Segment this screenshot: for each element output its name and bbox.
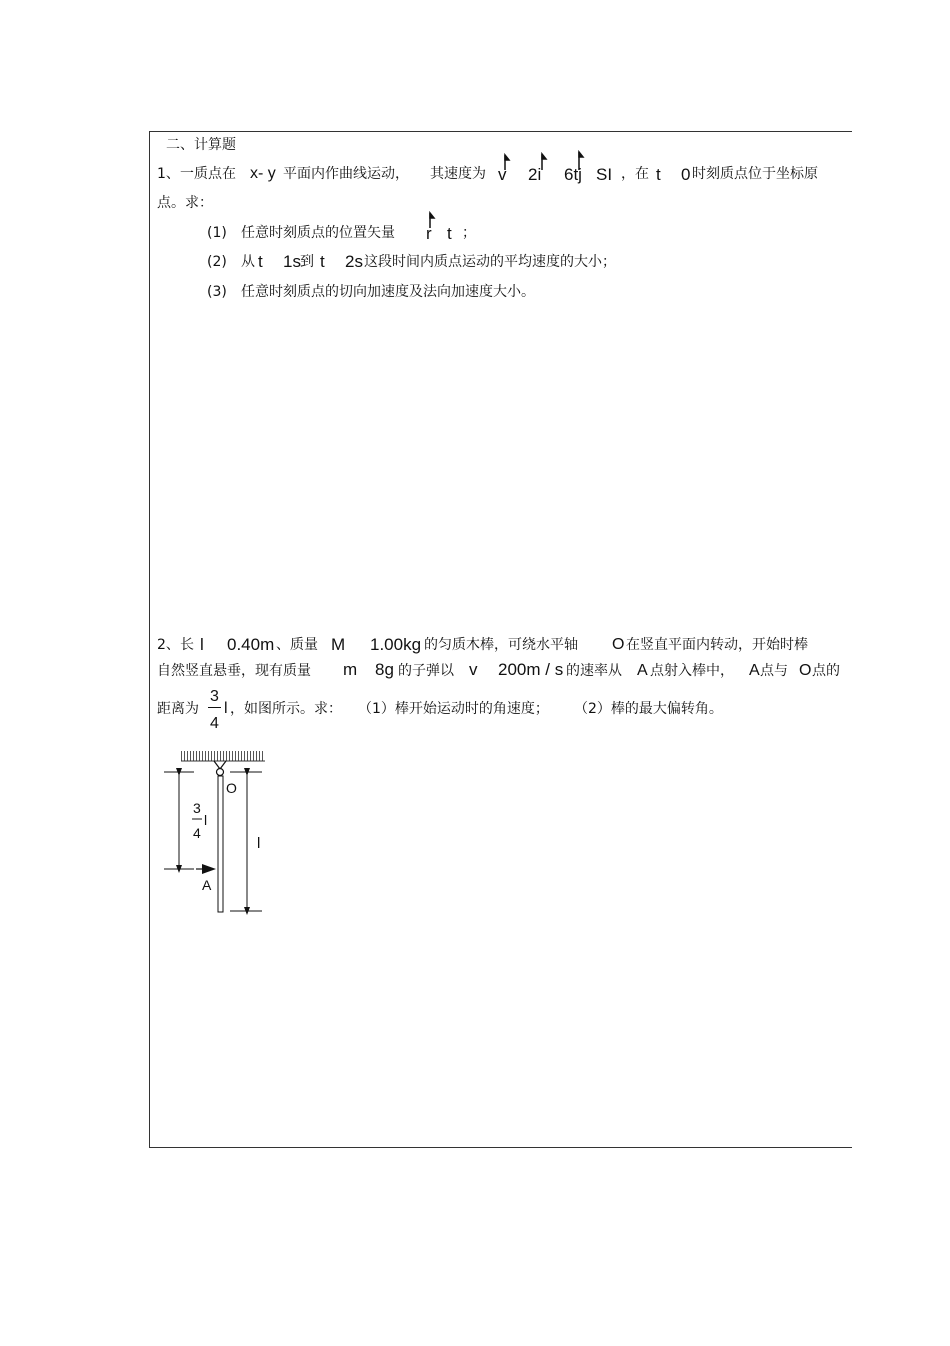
q2-v-val: 200m / s [498, 660, 564, 679]
label-4: 4 [193, 825, 201, 841]
q1-2i: 2i [528, 165, 542, 184]
q1-sub3-num: (3) [207, 284, 227, 300]
q1-sub1-end: ； [462, 225, 476, 241]
q2-line2-e: 点与 [760, 663, 788, 679]
q2-mass-label: 、质量 [276, 637, 318, 653]
q1-sub1-text: 任意时刻质点的位置矢量 [241, 225, 395, 241]
q2-A2: A [749, 662, 760, 679]
q1-xy: x- y [250, 165, 276, 182]
q2-text-b: 在竖直平面内转动，开始时棒 [626, 637, 808, 653]
q2-line2-c: 的速率从 [566, 663, 622, 679]
section-title: 二、计算题 [166, 137, 236, 153]
q2-line2-a: 自然竖直悬垂，现有质量 [157, 663, 311, 679]
q1-sub2-2s: 2s [345, 252, 363, 271]
q2-frac-bar [208, 707, 221, 708]
q2-len-val: 0.40m [227, 635, 275, 654]
q2-A1: A [637, 662, 648, 679]
vector-arrow-r [424, 210, 440, 232]
q1-line2: 点。求： [157, 195, 213, 211]
q2-line2-d: 点射入棒中， [650, 663, 734, 679]
q2-M: M [331, 635, 346, 654]
q1-number: 1、 [157, 166, 180, 182]
q2-frac-l: l [224, 700, 228, 717]
q2-line2-f: 点的 [812, 663, 840, 679]
pivot-support [214, 761, 226, 769]
vector-arrows-q1 [498, 150, 618, 174]
q1-sub3-text: 任意时刻质点的切向加速度及法向加速度大小。 [241, 284, 535, 300]
rod [218, 776, 223, 912]
pivot-circle [217, 769, 224, 776]
q2-m: m [343, 660, 358, 679]
q2-frac-num: 3 [210, 688, 219, 705]
q2-mass-val: 1.00kg [370, 635, 422, 654]
label-A: A [202, 877, 212, 893]
q2-line3-b: ，如图所示。求： [230, 701, 342, 717]
ceiling-hatch [181, 751, 265, 761]
q1-text-c: 其速度为 [430, 166, 486, 182]
label-O: O [226, 780, 237, 796]
q1-sub2-1s: 1s [283, 252, 301, 271]
q1-sub2-t2: t [320, 252, 325, 271]
q2-line2-b: 的子弹以 [398, 663, 454, 679]
q2-ask1: （1）棒开始运动时的角速度； [358, 701, 549, 717]
q1-sub2-num: (2) [207, 254, 227, 270]
q1-sub1-num: (1) [207, 225, 227, 241]
rod-figure [150, 745, 280, 920]
q1-sub1-r: r [426, 224, 432, 243]
q1-sub2-from: 从 [241, 254, 255, 270]
q1-sub1-t: t [447, 224, 452, 243]
q2-O: O [612, 636, 625, 653]
q1-text-a: 一质点在 [180, 166, 236, 182]
q2-O2: O [799, 662, 812, 679]
q2-m-val: 8g [375, 660, 394, 679]
q1-text-b: 平面内作曲线运动， [283, 166, 409, 182]
q2-chang: 长 [180, 637, 194, 653]
q2-l: l [200, 635, 204, 654]
q2-frac-den: 4 [210, 715, 219, 732]
label-l-small: l [204, 812, 208, 828]
q1-v: v [498, 165, 507, 184]
q2-ask2: （2）棒的最大偏转角。 [574, 701, 723, 717]
q2-line3-a: 距离为 [157, 701, 199, 717]
q2-text-a: 的匀质木棒，可绕水平轴 [424, 637, 578, 653]
bullet-arrow [202, 864, 216, 874]
q1-si: SI [596, 165, 613, 184]
q2-v: v [469, 660, 478, 679]
q1-6tj: 6tj [564, 165, 582, 184]
q2-number: 2、 [157, 637, 180, 653]
q1-sub2-to: 到 [300, 254, 314, 270]
label-l: l [257, 835, 261, 852]
q1-zero: 0 [681, 165, 691, 184]
q1-sub2-text: 这段时间内质点运动的平均速度的大小； [364, 254, 616, 270]
q1-t: t [656, 165, 661, 184]
q1-text-d: 时刻质点位于坐标原 [692, 166, 818, 182]
q1-comma: ，在 [621, 166, 649, 182]
q1-sub2-t1: t [258, 252, 263, 271]
label-3: 3 [193, 800, 201, 816]
